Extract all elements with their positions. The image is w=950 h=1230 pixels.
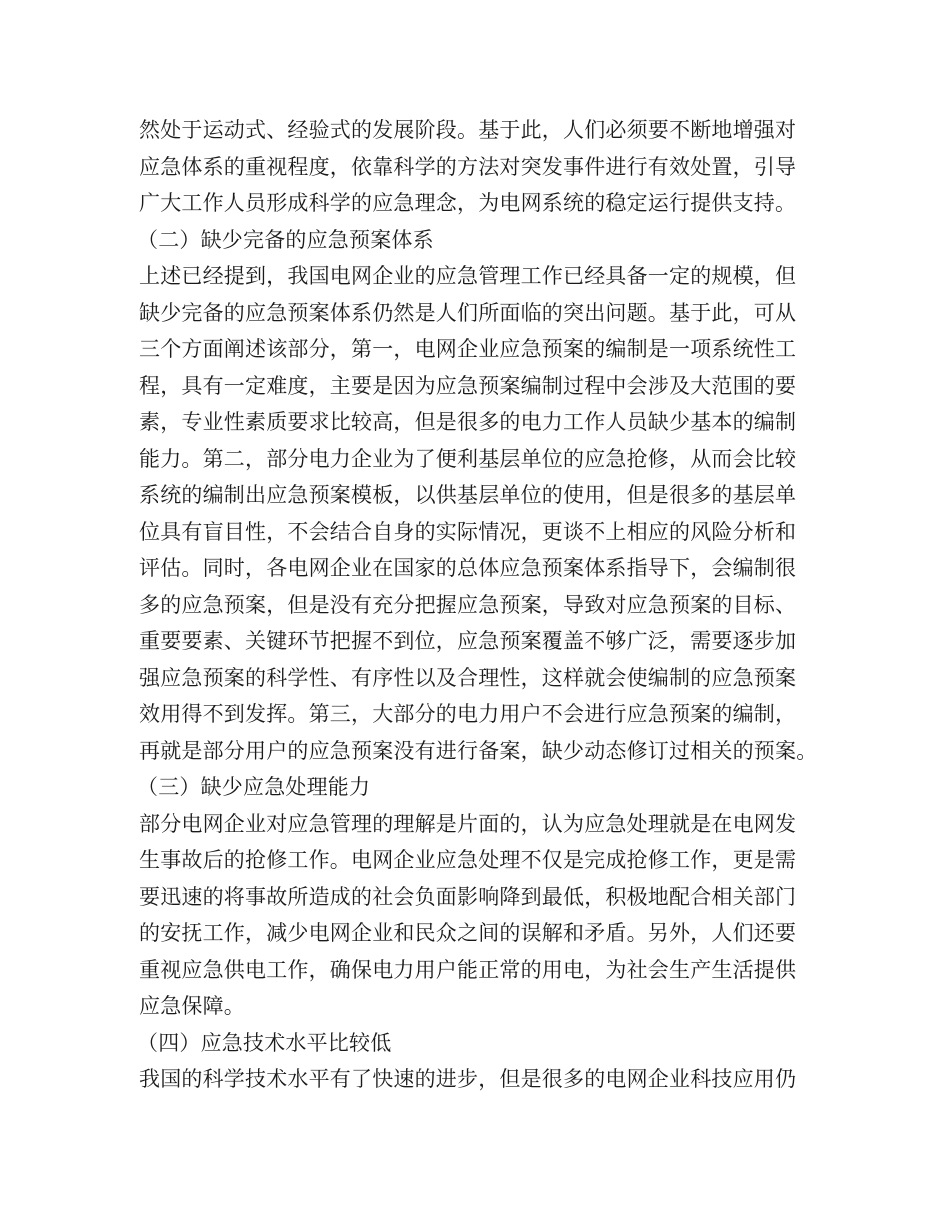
paragraph-line: 然处于运动式、经验式的发展阶段。基于此，人们必须要不断地增强对: [139, 118, 797, 142]
paragraph-line: 重视应急供电工作，确保电力用户能正常的用电，为社会生产生活提供: [139, 957, 797, 982]
paragraph-line: 应急保障。: [139, 994, 245, 1018]
paragraph-line: 重要要素、关键环节把握不到位，应急预案覆盖不够广泛，需要逐步加: [139, 629, 797, 653]
paragraph-line: 系统的编制出应急预案模板，以供基层单位的使用，但是很多的基层单: [139, 483, 797, 507]
paragraph-line: 强应急预案的科学性、有序性以及合理性，这样就会使编制的应急预案: [139, 665, 797, 690]
paragraph-line: 效用得不到发挥。第三，大部分的电力用户不会进行应急预案的编制，: [139, 702, 797, 726]
paragraph-line: 上述已经提到，我国电网企业的应急管理工作已经具备一定的规模，但: [139, 264, 797, 288]
paragraph-line: 素，专业性素质要求比较高，但是很多的电力工作人员缺少基本的编制: [139, 410, 797, 434]
paragraph-line: 评估。同时，各电网企业在国家的总体应急预案体系指导下，会编制很: [139, 556, 797, 580]
paragraph-line: 再就是部分用户的应急预案没有进行备案，缺少动态修订过相关的预案。: [139, 738, 818, 763]
section-heading: （四）应急技术水平比较低: [137, 1030, 392, 1055]
paragraph-line: 要迅速的将事故所造成的社会负面影响降到最低，积极地配合相关部门: [139, 884, 797, 909]
paragraph-line: 的安抚工作，减少电网企业和民众之间的误解和矛盾。另外，人们还要: [139, 921, 797, 945]
paragraph-line: 广大工作人员形成科学的应急理念，为电网系统的稳定运行提供支持。: [139, 191, 797, 215]
paragraph-line: 我国的科学技术水平有了快速的进步，但是很多的电网企业科技应用仍: [139, 1067, 797, 1091]
paragraph-line: 多的应急预案，但是没有充分把握应急预案，导致对应急预案的目标、: [139, 592, 797, 617]
paragraph-line: 能力。第二，部分电力企业为了便利基层单位的应急抢修，从而会比较: [139, 446, 797, 471]
section-heading: （三）缺少应急处理能力: [137, 775, 371, 799]
paragraph-line: 三个方面阐述该部分，第一，电网企业应急预案的编制是一项系统性工: [139, 337, 797, 361]
paragraph-line: 生事故后的抢修工作。电网企业应急处理不仅是完成抢修工作，更是需: [139, 848, 797, 872]
document-body: [139, 112, 824, 1098]
section-heading: （二）缺少完备的应急预案体系: [137, 227, 434, 252]
paragraph-line: 部分电网企业对应急管理的理解是片面的，认为应急处理就是在电网发: [139, 811, 797, 836]
paragraph-line: 位具有盲目性，不会结合自身的实际情况，更谈不上相应的风险分析和: [139, 519, 797, 544]
paragraph-line: 程，具有一定难度，主要是因为应急预案编制过程中会涉及大范围的要: [139, 373, 797, 398]
paragraph-line: 应急体系的重视程度，依靠科学的方法对突发事件进行有效处置，引导: [139, 154, 797, 179]
paragraph-line: 缺少完备的应急预案体系仍然是人们所面临的突出问题。基于此，可从: [139, 300, 797, 325]
